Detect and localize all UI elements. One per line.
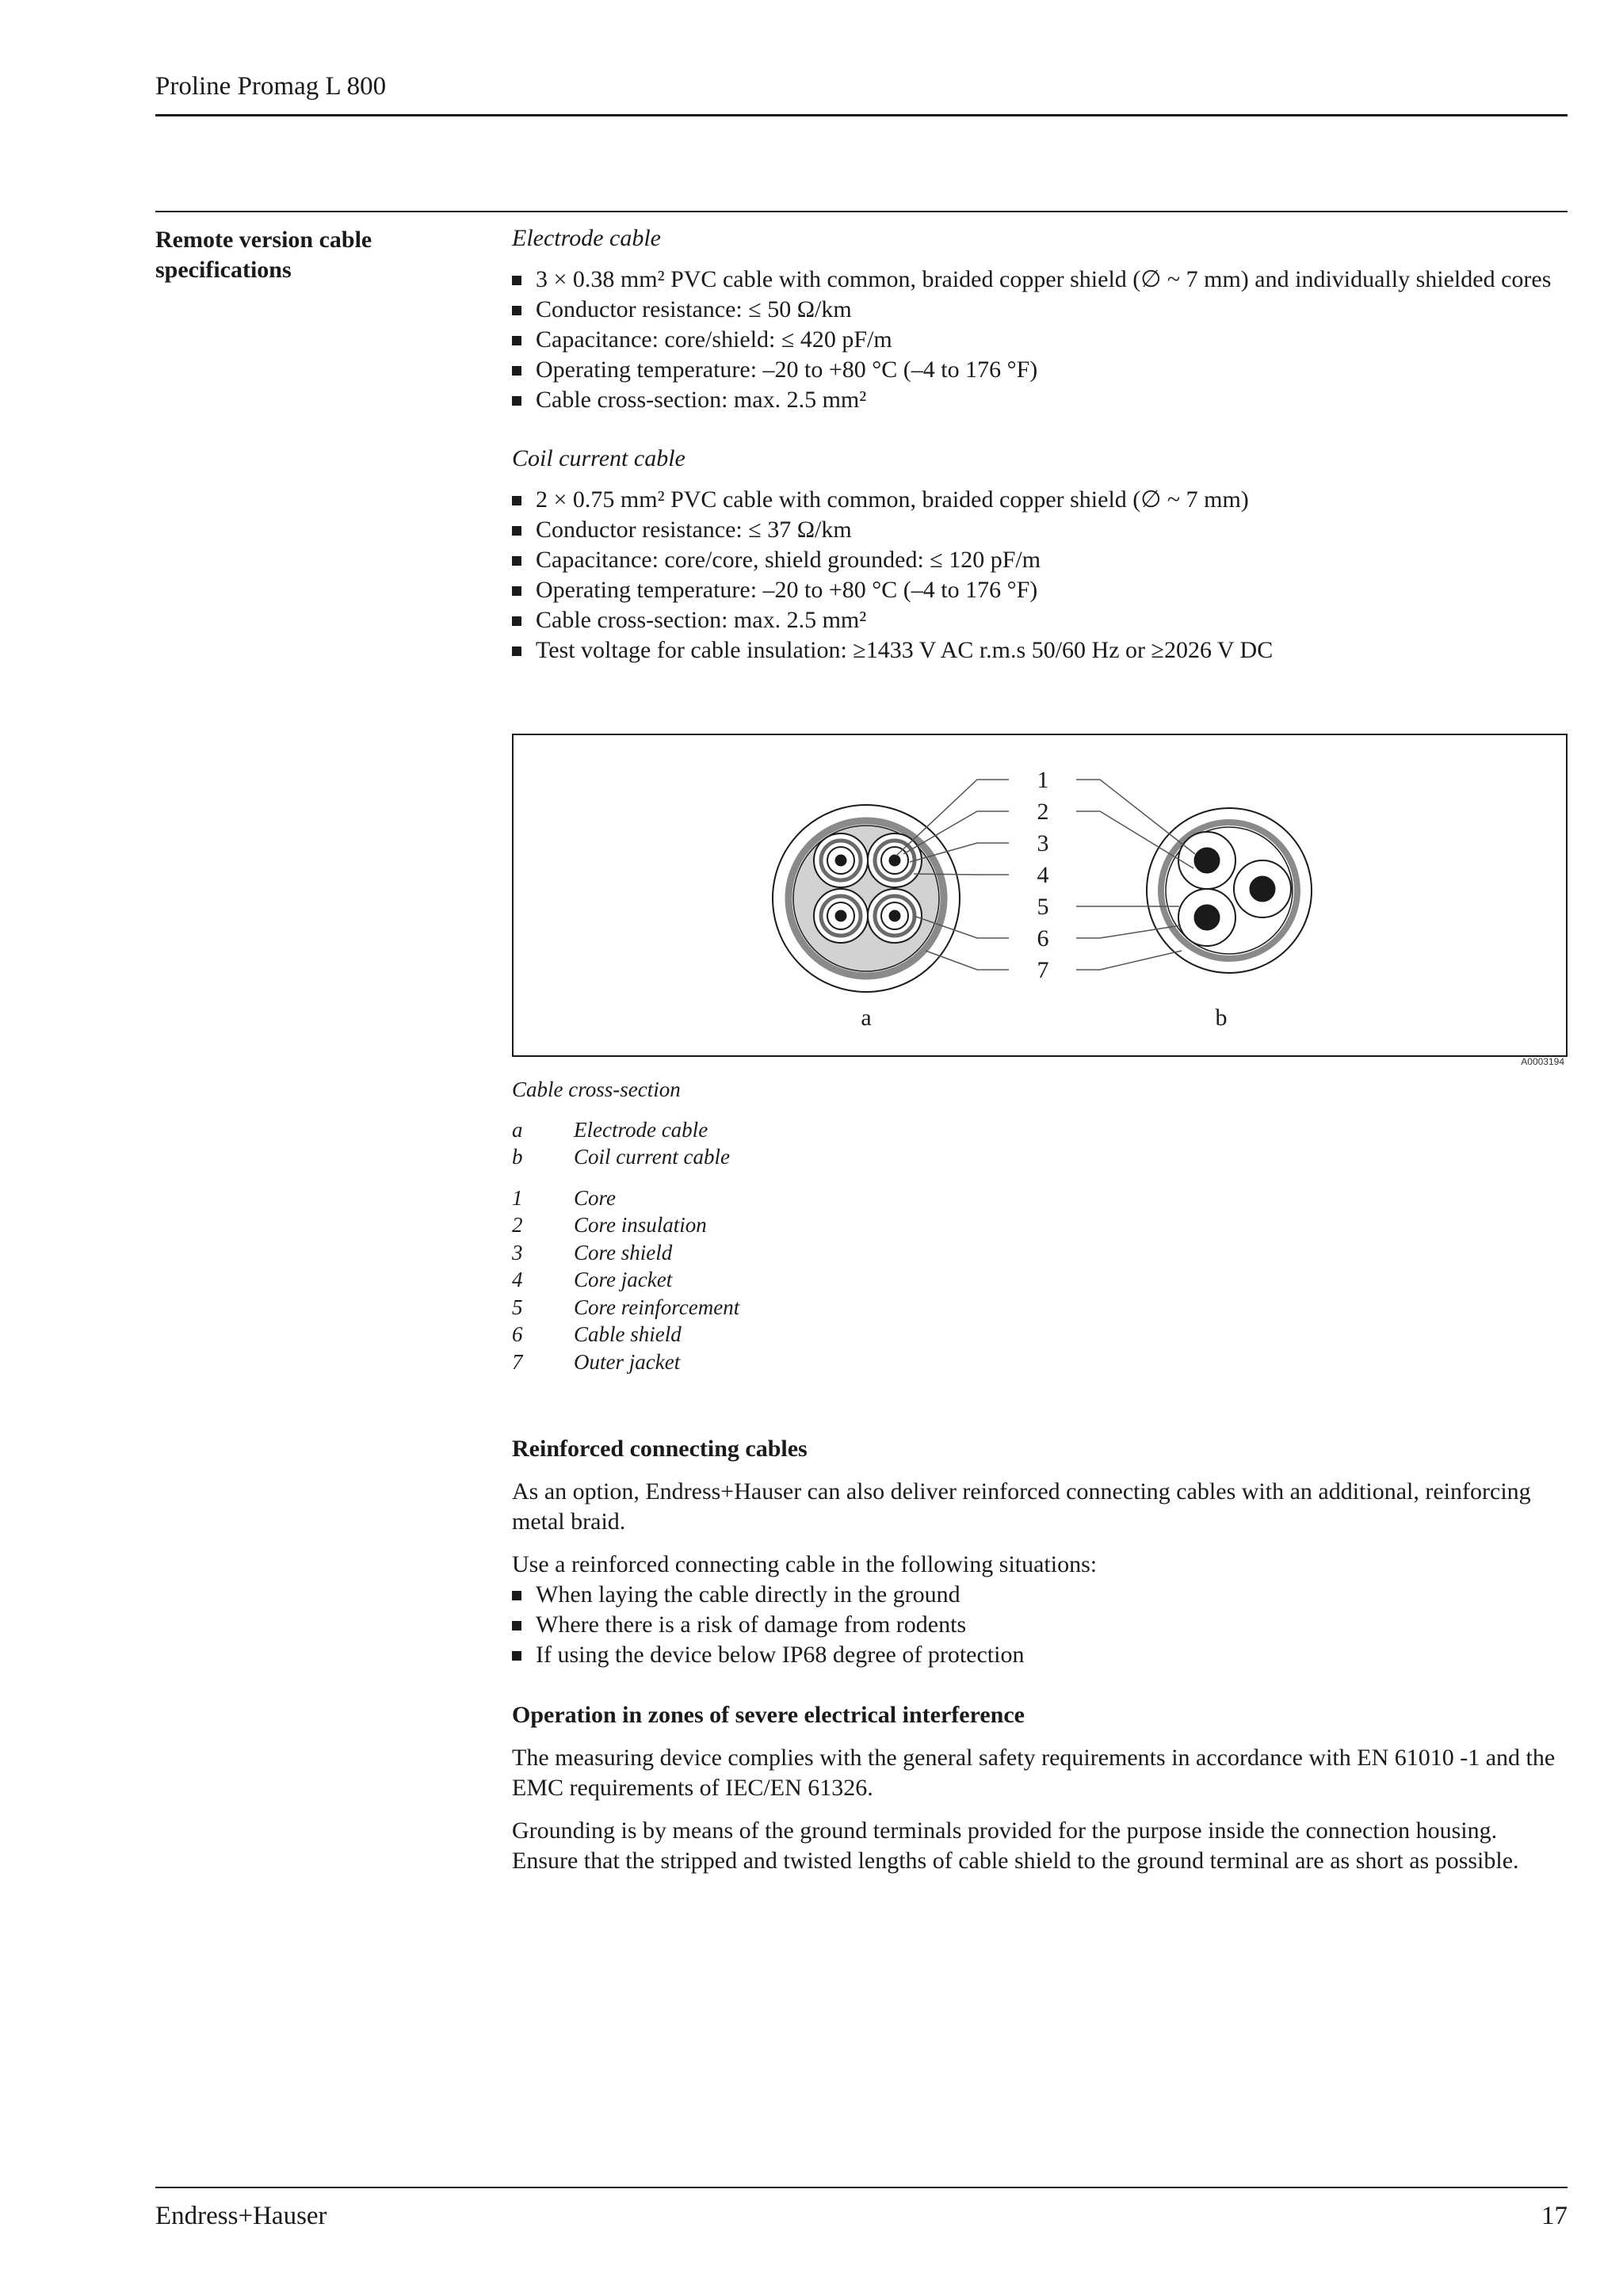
list-item: 2 × 0.75 mm² PVC cable with common, braided copper shield (∅ ~ 7 mm) [512, 485, 1574, 515]
list-item: Capacitance: core/core, shield grounded: ≤ 120 pF/m [512, 545, 1574, 575]
label-a: a [861, 1005, 872, 1031]
interference-para-2: Grounding is by means of the ground terminals provided for the purpose inside the connection housing. Ensure that the stripped and twisted lengths of cable shield to the ground terminal are as short as possible. [512, 1817, 1519, 1874]
coil-cable-drawing [1147, 808, 1312, 973]
legend-row: b Coil current cable [512, 1145, 730, 1169]
coil-cable-list [512, 485, 1574, 666]
legend-row: 5 Core reinforcement [512, 1295, 740, 1319]
list-item: Cable cross-section: max. 2.5 mm² [512, 385, 1574, 415]
cable-cross-section-diagram [514, 735, 1566, 1055]
reinforced-para-1: As an option, Endress+Hauser can also deliver reinforced connecting cables with an additional, reinforcing metal braid. [512, 1478, 1531, 1535]
interference-section [512, 1700, 1568, 1876]
footer-rule [155, 2187, 1568, 2188]
list-item: Operating temperature: –20 to +80 °C (–4 to 176 °F) [512, 355, 1574, 385]
callout-4: 4 [1037, 862, 1049, 888]
callout-3: 3 [1037, 830, 1049, 856]
electrode-cable-drawing [773, 805, 960, 992]
list-item: Operating temperature: –20 to +80 °C (–4 to 176 °F) [512, 575, 1574, 605]
reinforced-section [512, 1434, 1568, 1670]
figure-caption: Cable cross-section [512, 1077, 681, 1101]
section-heading: Remote version cable specifications [155, 227, 372, 283]
legend-row: 6 Cable shield [512, 1322, 682, 1346]
label-b: b [1215, 1005, 1228, 1031]
page-header-title: Proline Promag L 800 [155, 72, 387, 101]
coil-cable-title: Coil current cable [512, 445, 685, 471]
header-rule [155, 114, 1568, 116]
list-item: Conductor resistance: ≤ 37 Ω/km [512, 515, 1574, 545]
legend-row: 7 Outer jacket [512, 1349, 681, 1374]
legend-row: a Electrode cable [512, 1117, 708, 1142]
interference-heading: Operation in zones of severe electrical interference [512, 1702, 1025, 1728]
list-item: Where there is a risk of damage from rodents [512, 1610, 1568, 1640]
figure-legend [512, 1076, 1225, 1375]
callout-6: 6 [1037, 925, 1049, 952]
legend-row: 2 Core insulation [512, 1213, 707, 1237]
list-item: Conductor resistance: ≤ 50 Ω/km [512, 295, 1574, 325]
figure-code: A0003194 [1521, 1056, 1564, 1067]
callout-5: 5 [1037, 894, 1049, 920]
electrode-cable-title: Electrode cable [512, 225, 661, 251]
list-item: Test voltage for cable insulation: ≥1433 V AC r.m.s 50/60 Hz or ≥2026 V DC [512, 635, 1574, 666]
interference-para-1: The measuring device complies with the general safety requirements in accordance with EN 61010 -1 and the EMC requirements of IEC/EN 61326. [512, 1745, 1556, 1801]
reinforced-para-2: Use a reinforced connecting cable in the following situations: [512, 1551, 1098, 1577]
footer-brand: Endress+Hauser [155, 2202, 327, 2230]
electrode-cable-list [512, 265, 1574, 415]
callout-1: 1 [1037, 767, 1049, 793]
cable-cross-section-figure [512, 734, 1568, 1057]
list-item: Cable cross-section: max. 2.5 mm² [512, 605, 1574, 635]
page-number: 17 [1541, 2202, 1568, 2230]
reinforced-heading: Reinforced connecting cables [512, 1436, 808, 1462]
callout-2: 2 [1037, 799, 1049, 825]
list-item: Capacitance: core/shield: ≤ 420 pF/m [512, 325, 1574, 355]
legend-row: 1 Core [512, 1185, 616, 1210]
section-rule [155, 211, 1568, 212]
list-item: When laying the cable directly in the ground [512, 1580, 1568, 1610]
legend-row: 3 Core shield [512, 1240, 673, 1264]
reinforced-list [512, 1580, 1568, 1670]
legend-row: 4 Core jacket [512, 1268, 673, 1291]
list-item: 3 × 0.38 mm² PVC cable with common, braided copper shield (∅ ~ 7 mm) and individually shielded cores [512, 265, 1574, 295]
cable-specifications [512, 223, 1574, 666]
callout-7: 7 [1037, 957, 1049, 983]
list-item: If using the device below IP68 degree of protection [512, 1640, 1568, 1670]
